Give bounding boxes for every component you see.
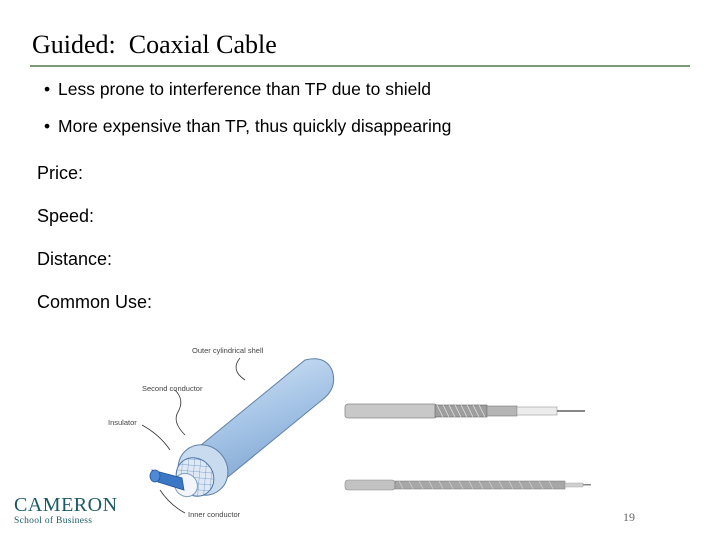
cable-illustration [100,340,350,525]
bullet-text: More expensive than TP, thus quickly disappearing [58,116,452,136]
second-conductor-label: Second conductor [142,384,203,393]
inner-conductor-label: Inner conductor [188,510,241,519]
slide-title: Guided: Coaxial Cable [32,30,277,59]
coaxial-cable-diagram [100,340,350,525]
insulator-label: Insulator [108,418,137,427]
distance-label: Distance: [37,249,113,269]
cable-photo-image [343,392,593,510]
bullet-text: Less prone to interference than TP due to shield [58,79,431,99]
logo-wordmark: CAMERON [14,494,118,516]
coaxial-cable-photo [343,392,593,510]
logo-subtitle: School of Business [14,516,93,526]
title-divider [30,65,690,67]
bullet-item [44,79,431,100]
bullet-marker: • [44,116,51,136]
bullet-marker: • [44,79,51,99]
common-use-label: Common Use: [37,292,153,312]
outer-shell-label: Outer cylindrical shell [192,346,264,355]
page-number: 19 [623,510,635,524]
bullet-item [44,116,451,137]
speed-label: Speed: [37,206,95,226]
cameron-logo [14,495,118,527]
price-label: Price: [37,163,84,183]
